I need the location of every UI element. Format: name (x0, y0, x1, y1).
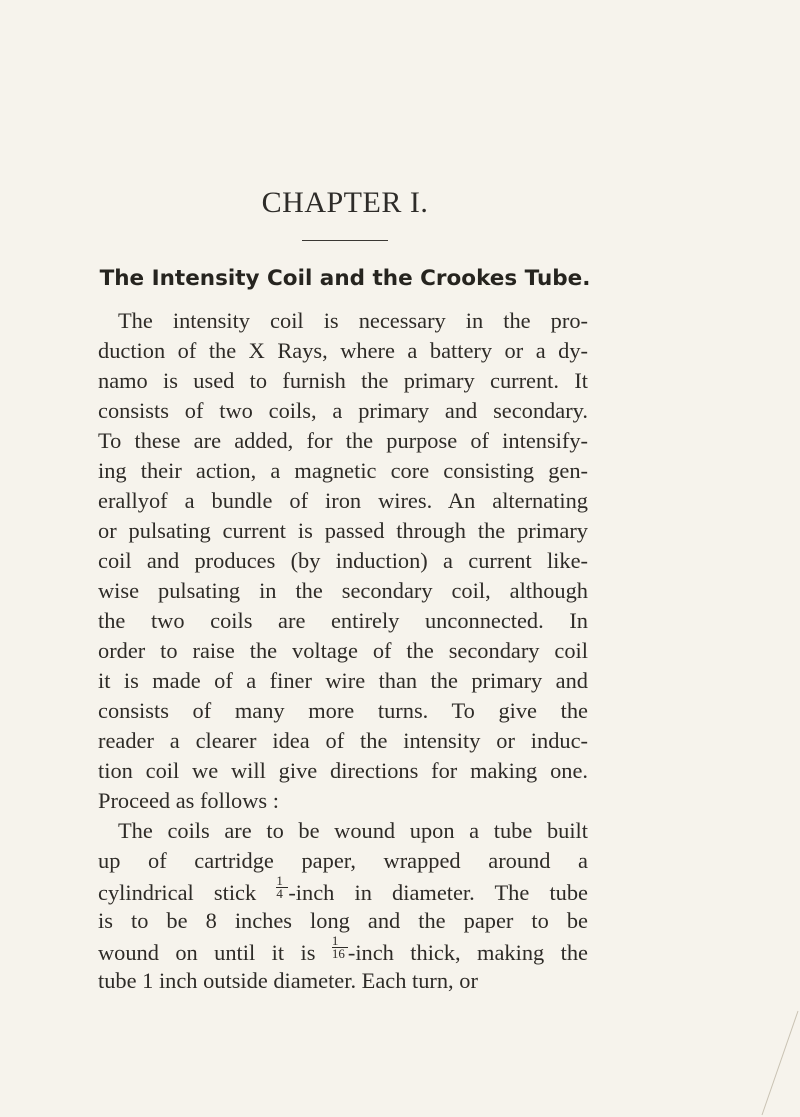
text-segment: cylindrical stick (98, 880, 257, 905)
text-line: namo is used to furnish the primary current. It (98, 368, 588, 393)
text-line: To these are added, for the purpose of intensify- (98, 428, 588, 453)
text-line: or pulsating current is passed through the primary (98, 518, 588, 543)
fraction-numerator: 1 (331, 936, 339, 948)
fraction-denominator: 16 (331, 946, 345, 961)
text-line-with-fraction (98, 936, 588, 966)
text-line: it is made of a finer wire than the primary and (98, 668, 588, 693)
section-title: The Intensity Coil and the Crookes Tube. (99, 266, 591, 291)
text-line: is to be 8 inches long and the paper to be (98, 908, 588, 933)
text-line: the two coils are entirely unconnected. In (98, 608, 588, 633)
text-line: erallyof a bundle of iron wires. An alternating (98, 488, 588, 513)
text-line: consists of many more turns. To give the (98, 698, 588, 723)
text-segment: wound on until it is (98, 940, 316, 965)
text-line-with-fraction (98, 876, 588, 906)
text-line: coil and produces (by induction) a current like- (98, 548, 588, 573)
body-text (98, 306, 588, 996)
text-line: Proceed as follows : (98, 788, 279, 813)
fraction-sixteenth (332, 936, 348, 959)
text-segment: -inch in diameter. The tube (288, 880, 588, 905)
text-line: ing their action, a magnetic core consisting gen- (98, 458, 588, 483)
text-line: consists of two coils, a primary and secondary. (98, 398, 588, 423)
text-line: reader a clearer idea of the intensity or induc- (98, 728, 588, 753)
fraction-quarter (276, 876, 288, 899)
fraction-numerator: 1 (276, 876, 283, 888)
text-line: The coils are to be wound upon a tube built (118, 818, 588, 843)
title-divider (302, 240, 388, 241)
chapter-title: CHAPTER I. (261, 186, 429, 219)
page-edge-crease (760, 1007, 800, 1117)
text-line: wise pulsating in the secondary coil, although (98, 578, 588, 603)
text-line: duction of the X Rays, where a battery or a dy- (98, 338, 588, 363)
fraction-denominator: 4 (276, 886, 283, 901)
text-line: order to raise the voltage of the secondary coil (98, 638, 588, 663)
text-line: up of cartridge paper, wrapped around a (98, 848, 588, 873)
text-line: tion coil we will give directions for making one. (98, 758, 588, 783)
text-line: The intensity coil is necessary in the pro- (118, 308, 588, 333)
text-line: tube 1 inch outside diameter. Each turn, or (98, 968, 478, 993)
text-segment: -inch thick, making the (347, 940, 588, 965)
